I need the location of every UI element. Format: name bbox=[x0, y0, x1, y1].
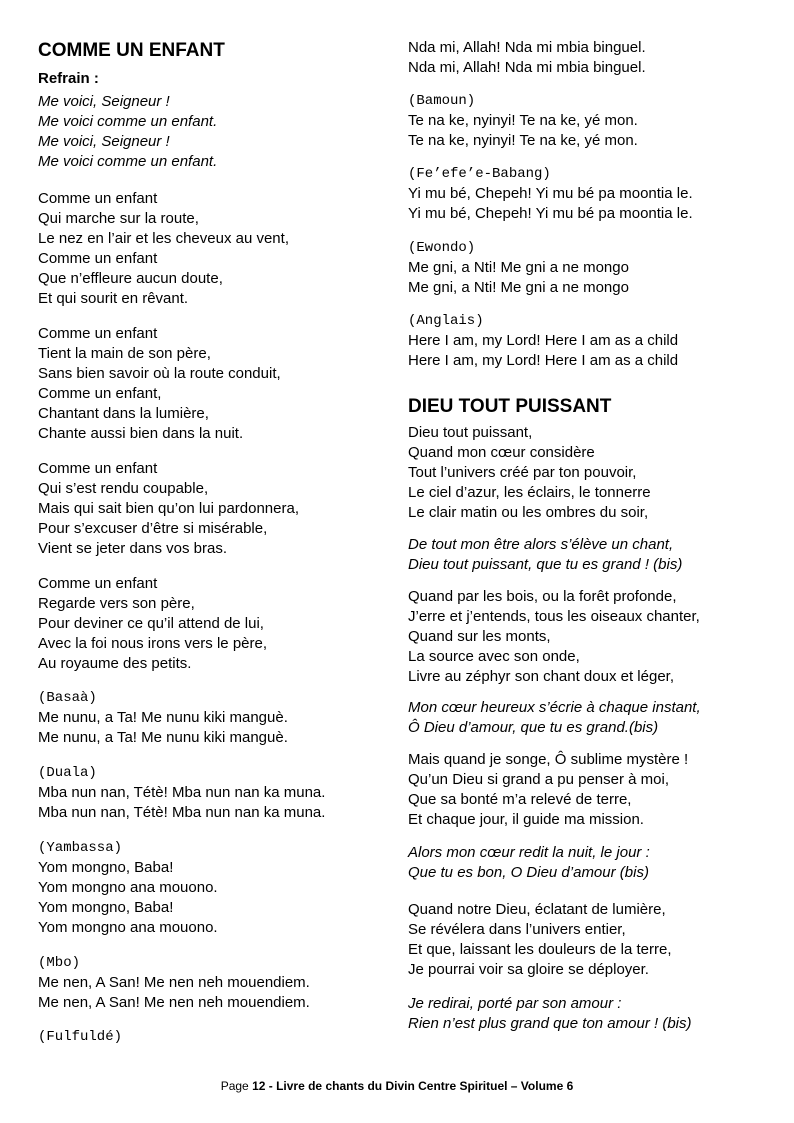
lyric-line: Sans bien savoir où la route conduit, bbox=[38, 365, 281, 382]
lyric-line: Comme un enfant bbox=[38, 575, 158, 592]
translation-mbo bbox=[38, 953, 310, 1013]
language-label: (Ewondo) bbox=[408, 240, 476, 256]
translation-yambassa bbox=[38, 838, 218, 938]
lyric-line: Me gni, a Nti! Me gni a ne mongo bbox=[408, 279, 629, 296]
language-label: (Fe’efe’e-Babang) bbox=[408, 166, 551, 182]
lyric-line: Ô Dieu d’amour, que tu es grand.(bis) bbox=[408, 719, 659, 736]
lyric-line: Me voici, Seigneur ! bbox=[38, 93, 170, 110]
lyric-line: Le clair matin ou les ombres du soir, bbox=[408, 504, 649, 521]
footer-page-number: 12 bbox=[252, 1079, 266, 1093]
lyric-line: Pour s’excuser d’être si misérable, bbox=[38, 520, 268, 537]
translation-duala bbox=[38, 763, 325, 823]
lyric-line: Mba nun nan, Tétè! Mba nun nan ka muna. bbox=[38, 784, 326, 801]
song2-verse-1 bbox=[408, 423, 651, 523]
page-footer bbox=[0, 1078, 794, 1094]
lyric-line: Dieu tout puissant, bbox=[408, 424, 533, 441]
language-label: (Bamoun) bbox=[408, 93, 476, 109]
lyric-line: Me nunu, a Ta! Me nunu kiki manguè. bbox=[38, 729, 288, 746]
lyric-line: Que n’effleure aucun doute, bbox=[38, 270, 223, 287]
lyric-line: Rien n’est plus grand que ton amour ! (bis) bbox=[408, 1015, 692, 1032]
song2-verse-4 bbox=[408, 900, 671, 980]
lyric-line: Me nen, A San! Me nen neh mouendiem. bbox=[38, 994, 310, 1011]
lyric-line: Comme un enfant bbox=[38, 250, 158, 267]
song-title-dieu-tout-puissant: DIEU TOUT PUISSANT bbox=[408, 396, 612, 417]
lyric-line: Je redirai, porté par son amour : bbox=[408, 995, 622, 1012]
lyric-line: Chantant dans la lumière, bbox=[38, 405, 209, 422]
lyric-line: La source avec son onde, bbox=[408, 648, 580, 665]
verse-2 bbox=[38, 324, 281, 444]
lyric-line: Mais qui sait bien qu’on lui pardonnera, bbox=[38, 500, 299, 517]
lyric-line: Comme un enfant bbox=[38, 325, 158, 342]
refrain-lyrics bbox=[38, 92, 217, 172]
lyric-line: Yi mu bé, Chepeh! Yi mu bé pa moontia le. bbox=[408, 205, 693, 222]
lyric-line: Yom mongno, Baba! bbox=[38, 899, 174, 916]
verse-3 bbox=[38, 459, 299, 559]
song2-chorus-4 bbox=[408, 994, 691, 1034]
lyric-line: De tout mon être alors s’élève un chant, bbox=[408, 536, 674, 553]
lyric-line: Comme un enfant bbox=[38, 460, 158, 477]
lyric-line: J’erre et j’entends, tous les oiseaux chanter, bbox=[408, 608, 700, 625]
lyric-line: Et chaque jour, il guide ma mission. bbox=[408, 811, 644, 828]
lyric-line: Qu’un Dieu si grand a pu penser à moi, bbox=[408, 771, 669, 788]
language-label: (Mbo) bbox=[38, 955, 81, 971]
lyric-line: Je pourrai voir sa gloire se déployer. bbox=[408, 961, 649, 978]
lyric-line: Yom mongno ana mouono. bbox=[38, 919, 218, 936]
lyric-line: Alors mon cœur redit la nuit, le jour : bbox=[408, 844, 650, 861]
lyric-line: Que tu es bon, O Dieu d’amour (bis) bbox=[408, 864, 649, 881]
translation-ewondo bbox=[408, 238, 629, 298]
lyric-line: Dieu tout puissant, que tu es grand ! (bis) bbox=[408, 556, 683, 573]
lyric-line: Qui marche sur la route, bbox=[38, 210, 199, 227]
lyric-line: Que sa bonté m’a relevé de terre, bbox=[408, 791, 632, 808]
verse-1 bbox=[38, 189, 289, 309]
lyric-line: Mba nun nan, Tétè! Mba nun nan ka muna. bbox=[38, 804, 326, 821]
lyric-line: Pour deviner ce qu’il attend de lui, bbox=[38, 615, 264, 632]
lyric-line: Yom mongno, Baba! bbox=[38, 859, 174, 876]
lyric-line: Se révélera dans l’univers entier, bbox=[408, 921, 626, 938]
lyric-line: Regarde vers son père, bbox=[38, 595, 195, 612]
language-label: (Anglais) bbox=[408, 313, 484, 329]
lyric-line: Mon cœur heureux s’écrie à chaque instant, bbox=[408, 699, 701, 716]
translation-basaa bbox=[38, 688, 288, 748]
lyric-line: Qui s’est rendu coupable, bbox=[38, 480, 209, 497]
lyric-line: Comme un enfant, bbox=[38, 385, 162, 402]
lyric-line: Me nunu, a Ta! Me nunu kiki manguè. bbox=[38, 709, 288, 726]
lyric-line: Yi mu bé, Chepeh! Yi mu bé pa moontia le. bbox=[408, 185, 693, 202]
language-label: (Fulfuldé) bbox=[38, 1029, 123, 1045]
verse-4 bbox=[38, 574, 267, 674]
lyric-line: Me voici, Seigneur ! bbox=[38, 133, 170, 150]
language-label: (Yambassa) bbox=[38, 840, 123, 856]
lyric-line: Vient se jeter dans vos bras. bbox=[38, 540, 227, 557]
lyric-line: Here I am, my Lord! Here I am as a child bbox=[408, 352, 679, 369]
song2-chorus-1 bbox=[408, 535, 682, 575]
lyric-line: Quand notre Dieu, éclatant de lumière, bbox=[408, 901, 666, 918]
lyric-line: Le nez en l’air et les cheveux au vent, bbox=[38, 230, 289, 247]
lyric-line: Te na ke, nyinyi! Te na ke, yé mon. bbox=[408, 132, 638, 149]
lyric-line: Comme un enfant bbox=[38, 190, 158, 207]
lyric-line: Avec la foi nous irons vers le père, bbox=[38, 635, 268, 652]
lyric-line: Quand par les bois, ou la forêt profonde, bbox=[408, 588, 677, 605]
song2-chorus-3 bbox=[408, 843, 650, 883]
translation-bamoun bbox=[408, 91, 638, 151]
language-label: (Duala) bbox=[38, 765, 97, 781]
lyric-line: Chante aussi bien dans la nuit. bbox=[38, 425, 244, 442]
lyric-line: Au royaume des petits. bbox=[38, 655, 192, 672]
lyric-line: Tient la main de son père, bbox=[38, 345, 211, 362]
lyric-line: Livre au zéphyr son chant doux et léger, bbox=[408, 668, 675, 685]
translation-fulfulde bbox=[408, 38, 646, 78]
lyric-line: Quand sur les monts, bbox=[408, 628, 551, 645]
lyric-line: Me nen, A San! Me nen neh mouendiem. bbox=[38, 974, 310, 991]
refrain-label: Refrain : bbox=[38, 70, 99, 87]
lyric-line: Te na ke, nyinyi! Te na ke, yé mon. bbox=[408, 112, 638, 129]
footer-book-title: - Livre de chants du Divin Centre Spirituel – Volume 6 bbox=[265, 1079, 574, 1093]
lyric-line: Yom mongno ana mouono. bbox=[38, 879, 218, 896]
footer-prefix: Page bbox=[220, 1079, 253, 1093]
lyric-line: Mais quand je songe, Ô sublime mystère ! bbox=[408, 751, 689, 768]
lyric-line: Here I am, my Lord! Here I am as a child bbox=[408, 332, 679, 349]
lyric-line: Quand mon cœur considère bbox=[408, 444, 595, 461]
lyric-line: Nda mi, Allah! Nda mi mbia binguel. bbox=[408, 59, 646, 76]
translation-feefee-babang bbox=[408, 164, 693, 224]
lyric-line: Et qui sourit en rêvant. bbox=[38, 290, 189, 307]
song2-verse-2 bbox=[408, 587, 700, 687]
lyric-line: Me voici comme un enfant. bbox=[38, 113, 218, 130]
translation-anglais bbox=[408, 311, 678, 371]
lyric-line: Tout l’univers créé par ton pouvoir, bbox=[408, 464, 637, 481]
lyric-line: Le ciel d’azur, les éclairs, le tonnerre bbox=[408, 484, 651, 501]
song2-verse-3 bbox=[408, 750, 688, 830]
lyric-line: Nda mi, Allah! Nda mi mbia binguel. bbox=[408, 39, 646, 56]
song2-chorus-2 bbox=[408, 698, 701, 738]
lyric-line: Et que, laissant les douleurs de la terre, bbox=[408, 941, 672, 958]
translation-fulfulde-label bbox=[38, 1027, 122, 1047]
lyric-line: Me gni, a Nti! Me gni a ne mongo bbox=[408, 259, 629, 276]
lyric-line: Me voici comme un enfant. bbox=[38, 153, 218, 170]
song-title-comme-un-enfant: COMME UN ENFANT bbox=[38, 40, 225, 61]
language-label: (Basaà) bbox=[38, 690, 97, 706]
